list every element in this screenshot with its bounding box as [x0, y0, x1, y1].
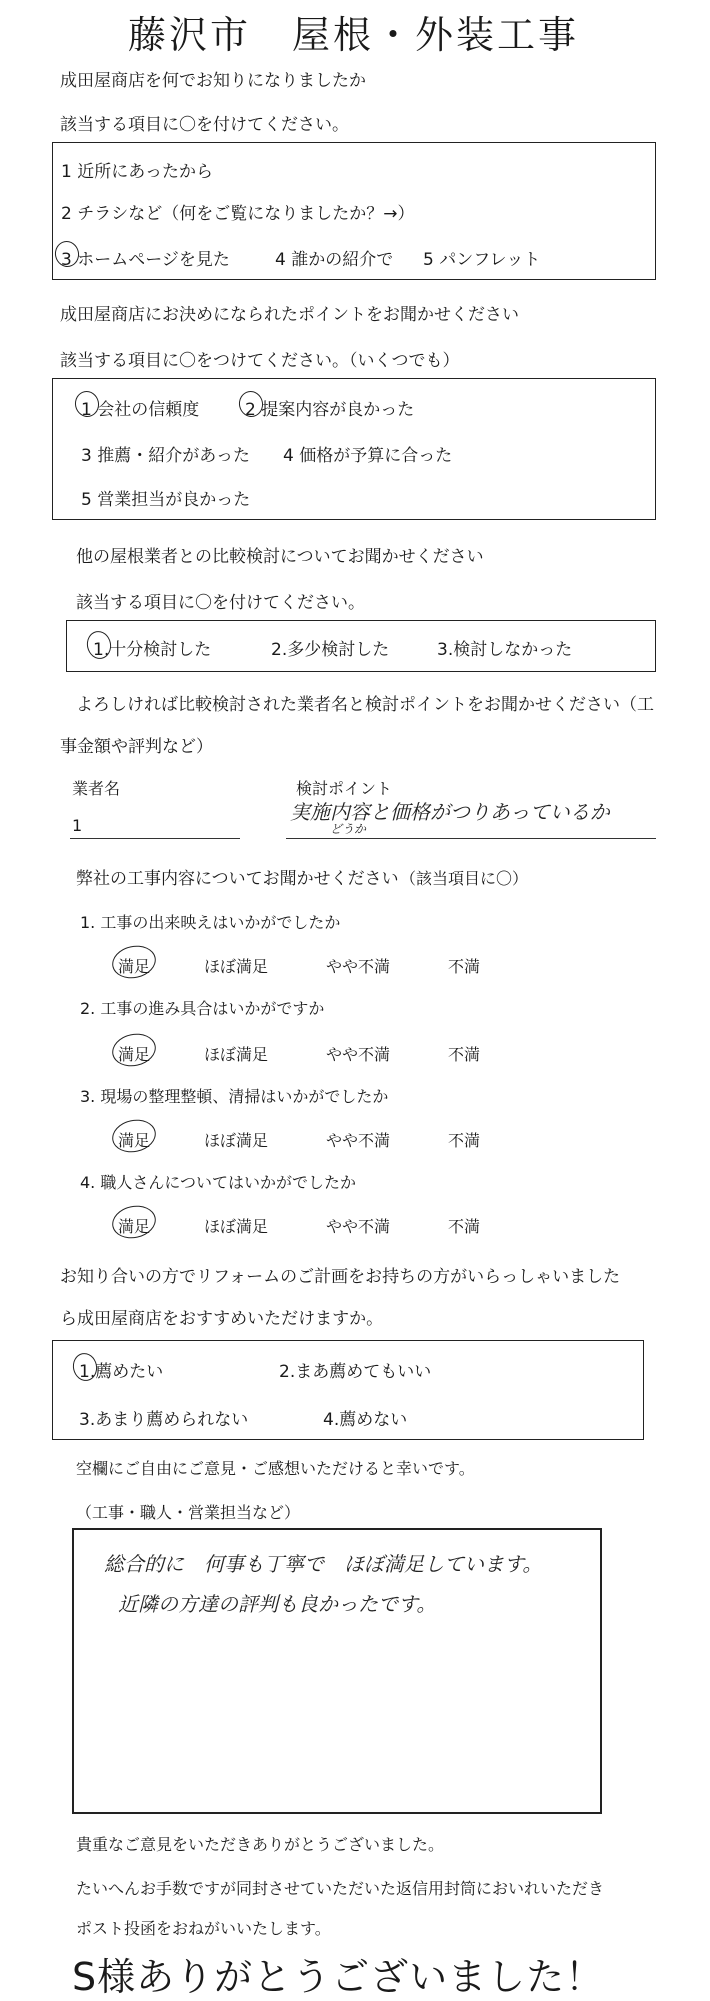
q3-option-2[interactable]: 2.多少検討した: [271, 640, 390, 660]
q2-option-4[interactable]: 4 価格が予算に合った: [283, 446, 453, 466]
q5-option-4[interactable]: 4.薦めない: [323, 1410, 408, 1430]
q4-item-3-rating-satisfied[interactable]: 満足: [118, 1131, 151, 1150]
q2-question: 成田屋商店にお決めになられたポイントをお聞かせください: [60, 305, 519, 325]
q1-question: 成田屋商店を何でお知りになりましたか: [60, 71, 366, 91]
closing-line-3: ポスト投函をおねがいいたします。: [76, 1919, 331, 1938]
q3-options-box: [66, 620, 656, 672]
q4-item-2-rating-somewhat-dissatisfied[interactable]: やや不満: [326, 1045, 391, 1064]
q1-option-1[interactable]: 1 近所にあったから: [61, 162, 214, 182]
q4-item-1-rating-dissatisfied[interactable]: 不満: [448, 957, 481, 976]
q2-option-3[interactable]: 3 推薦・紹介があった: [81, 446, 251, 466]
review-point-underline: [286, 838, 656, 839]
q4-item-4-rating-somewhat-dissatisfied[interactable]: やや不満: [326, 1217, 391, 1236]
q2-options-box: [52, 378, 656, 520]
review-point-label: 検討ポイント: [296, 779, 393, 798]
q4-item-3-label: 3. 現場の整理整頓、清掃はいかがでしたか: [80, 1087, 389, 1106]
vendor-name-value[interactable]: 1: [72, 816, 83, 835]
q1-option-4[interactable]: 4 誰かの紹介で: [275, 250, 394, 270]
q2-instruction: 該当する項目に〇をつけてください。（いくつでも）: [60, 351, 460, 371]
q4-item-4-label: 4. 職人さんについてはいかがでしたか: [80, 1173, 357, 1192]
q3-request-line-2: 事金額や評判など）: [60, 737, 213, 757]
closing-line-2: たいへんお手数ですが同封させていただいた返信用封筒においれいただき: [76, 1879, 605, 1898]
comment-line-2: 近隣の方達の評判も良かったです。: [118, 1592, 437, 1616]
q6-sub: （工事・職人・営業担当など）: [76, 1503, 301, 1522]
q1-option-3[interactable]: 3 ホームページを見た: [61, 250, 230, 270]
q4-item-3-rating-somewhat-dissatisfied[interactable]: やや不満: [326, 1131, 391, 1150]
q4-item-1-rating-satisfied[interactable]: 満足: [118, 957, 151, 976]
q4-item-2-label: 2. 工事の進み具合はいかがですか: [80, 999, 325, 1018]
q4-note: （該当項目に〇）: [400, 869, 529, 888]
page-title: 藤沢市 屋根・外装工事: [128, 13, 580, 57]
q4-item-2-rating-dissatisfied[interactable]: 不満: [448, 1045, 481, 1064]
q1-option-2[interactable]: 2 チラシなど（何をご覧になりましたか？→）: [61, 204, 415, 224]
q5-option-3[interactable]: 3.あまり薦められない: [79, 1410, 249, 1430]
thanks-message: S様ありがとうございました！: [72, 1955, 605, 1999]
q3-question: 他の屋根業者との比較検討についてお聞かせください: [76, 547, 484, 567]
q4-item-1-rating-somewhat-dissatisfied[interactable]: やや不満: [326, 957, 391, 976]
q4-item-2-rating-mostly[interactable]: ほぼ満足: [204, 1045, 269, 1064]
q3-request-line-1: よろしければ比較検討された業者名と検討ポイントをお聞かせください（工: [76, 695, 654, 715]
q4-item-4-rating-mostly[interactable]: ほぼ満足: [204, 1217, 269, 1236]
q1-instruction: 該当する項目に〇を付けてください。: [60, 115, 349, 135]
q1-options-box: [52, 142, 656, 280]
q5-options-box: [52, 1340, 644, 1440]
q4-item-4-selected-circle: [109, 1202, 159, 1242]
q3-option-1[interactable]: 1.十分検討した: [93, 640, 212, 660]
q4-heading: 弊社の工事内容についてお聞かせください: [76, 869, 399, 889]
q4-item-3-rating-dissatisfied[interactable]: 不満: [448, 1131, 481, 1150]
q3-instruction: 該当する項目に〇を付けてください。: [76, 593, 365, 613]
closing-line-1: 貴重なご意見をいただきありがとうございました。: [76, 1835, 445, 1854]
q5-question-line-2: ら成田屋商店をおすすめいただけますか。: [60, 1309, 384, 1329]
q4-item-4-rating-satisfied[interactable]: 満足: [118, 1217, 151, 1236]
q2-option-1[interactable]: 1 会社の信頼度: [81, 400, 200, 420]
q2-option-5[interactable]: 5 営業担当が良かった: [81, 490, 251, 510]
q2-option-2[interactable]: 2 提案内容が良かった: [245, 400, 415, 420]
q5-question-line-1: お知り合いの方でリフォームのご計画をお持ちの方がいらっしゃいました: [60, 1267, 621, 1287]
vendor-name-underline: [70, 838, 240, 839]
review-point-value-line-2[interactable]: どうか: [330, 822, 367, 836]
comment-box[interactable]: [72, 1528, 602, 1814]
q4-item-2-selected-circle: [109, 1030, 159, 1070]
q3-option-3[interactable]: 3.検討しなかった: [437, 640, 573, 660]
q4-item-1-selected-circle: [109, 942, 159, 982]
q4-item-1-label: 1. 工事の出来映えはいかがでしたか: [80, 913, 341, 932]
q4-item-3-selected-circle: [109, 1116, 159, 1156]
vendor-name-label: 業者名: [72, 779, 121, 798]
q1-option-5[interactable]: 5 パンフレット: [423, 250, 541, 270]
q4-item-4-rating-dissatisfied[interactable]: 不満: [448, 1217, 481, 1236]
q4-item-1-rating-mostly[interactable]: ほぼ満足: [204, 957, 269, 976]
q4-item-3-rating-mostly[interactable]: ほぼ満足: [204, 1131, 269, 1150]
review-point-value-line-1[interactable]: 実施内容と価格がつりあっているか: [290, 800, 610, 824]
q5-option-2[interactable]: 2.まあ薦めてもいい: [279, 1362, 432, 1382]
q4-item-2-rating-satisfied[interactable]: 満足: [118, 1045, 151, 1064]
q6-prompt: 空欄にご自由にご意見・ご感想いただけると幸いです。: [76, 1459, 475, 1478]
q5-option-1[interactable]: 1.薦めたい: [79, 1362, 164, 1382]
comment-line-1: 総合的に 何事も丁寧で ほぼ満足しています。: [104, 1552, 543, 1576]
